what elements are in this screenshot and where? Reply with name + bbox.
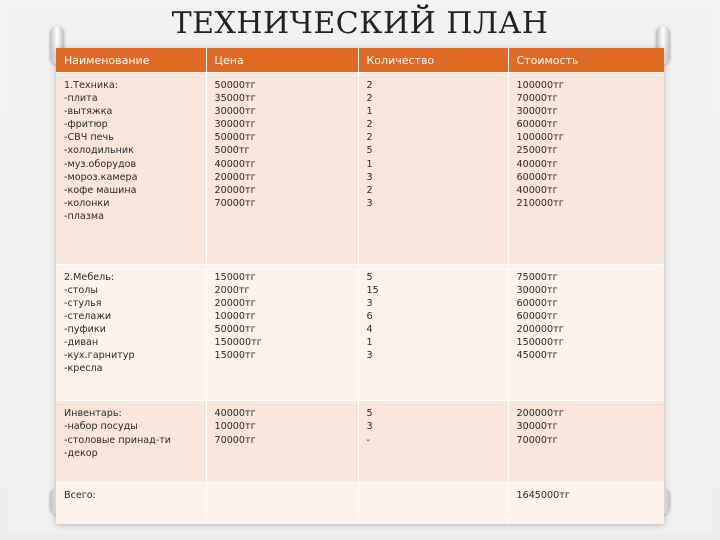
header-price: Цена xyxy=(206,48,358,73)
cell-price: 50000тг 35000тг 30000тг 30000тг 50000тг 5000тг 40000тг 20000тг 20000тг 70000тг xyxy=(206,73,358,265)
technical-plan-table xyxy=(56,48,664,524)
technical-plan-table-wrapper xyxy=(56,48,664,524)
table-row-equipment xyxy=(56,73,664,265)
header-quantity: Количество xyxy=(358,48,508,73)
header-cost: Стоимость xyxy=(508,48,664,73)
cell-quantity xyxy=(358,483,508,524)
cell-name: 1.Техника: -плита -вытяжка -фритюр -СВЧ печь -холодильник -муз.оборудов -мороз.камера -кофе машина -колонки -плазма xyxy=(56,73,206,265)
cell-quantity: 5 3 - xyxy=(358,401,508,483)
cell-cost: 100000тг 70000тг 30000тг 60000тг 100000тг 25000тг 40000тг 60000тг 40000тг 210000тг xyxy=(508,73,664,265)
table-row-total xyxy=(56,483,664,524)
table-row-furniture xyxy=(56,264,664,401)
cell-name: Инвентарь: -набор посуды -столовые принад-ти -декор xyxy=(56,401,206,483)
slide-title: ТЕХНИЧЕСКИЙ ПЛАН xyxy=(171,6,549,41)
cell-cost: 200000тг 30000тг 70000тг xyxy=(508,401,664,483)
cell-total-cost: 1645000тг xyxy=(508,483,664,524)
cell-price: 15000тг 2000тг 20000тг 10000тг 50000тг 150000тг 15000тг xyxy=(206,264,358,401)
cell-quantity: 5 15 3 6 4 1 3 xyxy=(358,264,508,401)
cell-total-label: Всего: xyxy=(56,483,206,524)
cell-name: 2.Мебель: -столы -стулья -стелажи -пуфики -диван -кух.гарнитур -кресла xyxy=(56,264,206,401)
cell-quantity: 2 2 1 2 2 5 1 3 2 3 xyxy=(358,73,508,265)
header-name: Наименование xyxy=(56,48,206,73)
cell-cost: 75000тг 30000тг 60000тг 60000тг 200000тг 150000тг 45000тг xyxy=(508,264,664,401)
table-row-inventory xyxy=(56,401,664,483)
cell-price: 40000тг 10000тг 70000тг xyxy=(206,401,358,483)
table-header-row xyxy=(56,48,664,73)
cell-price xyxy=(206,483,358,524)
